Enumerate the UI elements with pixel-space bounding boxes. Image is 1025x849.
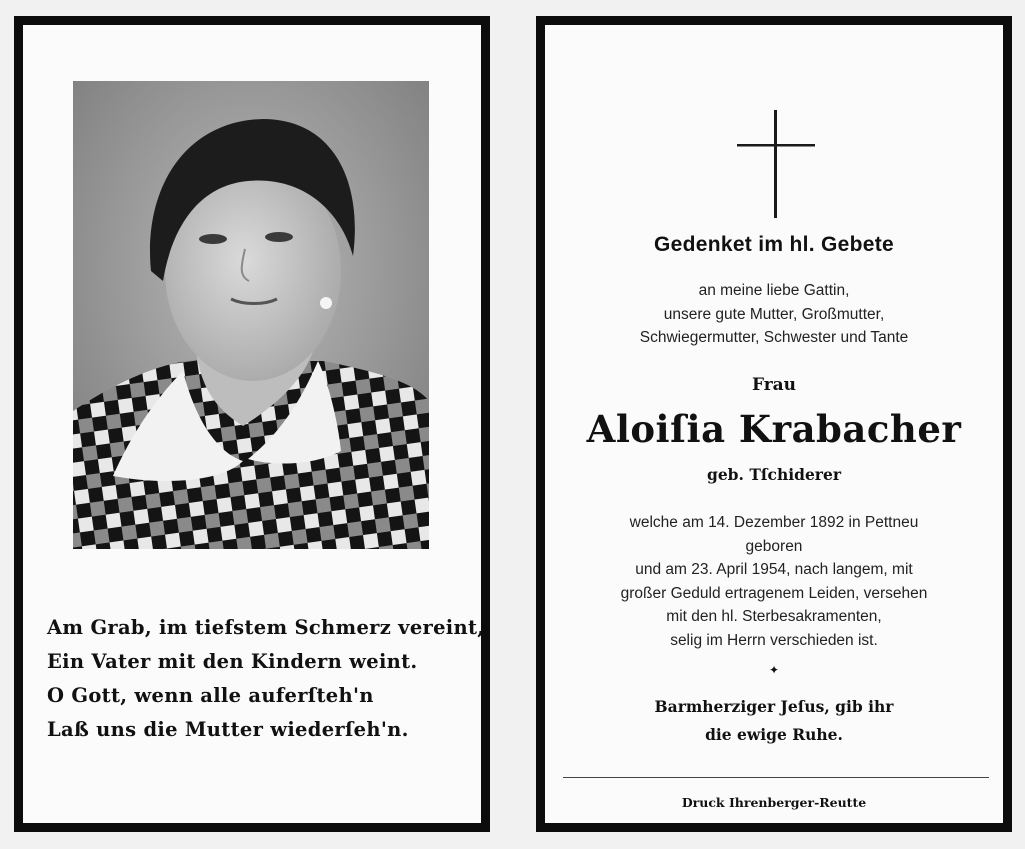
honorific: Frau — [751, 375, 797, 395]
memorial-heading: Gedenket im hl. Gebete — [654, 233, 894, 256]
prayer-line: Barmherziger Jeſus, gib ihr — [654, 697, 894, 716]
ornament-icon: ✦ — [768, 663, 780, 677]
poem-line: Am Grab, im tiefstem Schmerz vereint, — [47, 616, 485, 639]
prayer-line: die ewige Ruhe. — [705, 725, 843, 744]
dedication-line: unsere gute Mutter, Großmutter, — [663, 305, 885, 323]
life-line: und am 23. April 1954, nach langem, mit — [635, 561, 913, 578]
life-line: selig im Herrn verschieden ist. — [670, 631, 878, 649]
deceased-name: Aloiſia Krabacher — [586, 407, 962, 451]
life-dates-text — [545, 511, 1003, 652]
memorial-poem — [47, 611, 487, 747]
poem-line: O Gott, wenn alle auferſteh'n — [47, 684, 374, 707]
poem-line: Laß uns die Mutter wiederſeh'n. — [47, 718, 409, 741]
life-line: mit den hl. Sterbesakramenten, — [666, 608, 882, 625]
cross-icon — [737, 110, 815, 222]
divider — [563, 777, 989, 778]
closing-prayer — [545, 693, 1003, 749]
life-line: großer Geduld ertragenem Leiden, versehen — [620, 584, 928, 602]
dedication-line: an meine liebe Gattin, — [698, 282, 850, 299]
poem-line: Ein Vater mit den Kindern weint. — [47, 650, 418, 673]
portrait-card — [14, 16, 490, 832]
dedication-text — [545, 279, 1003, 350]
birth-name: geb. Tſchiderer — [706, 465, 842, 484]
life-line: geboren — [745, 537, 803, 555]
memorial-text-card — [536, 16, 1012, 832]
portrait-photo — [73, 81, 429, 549]
life-line: welche am 14. Dezember 1892 in Pettneu — [629, 514, 919, 531]
printer-credit: Druck Ihrenberger-Reutte — [681, 795, 867, 810]
dedication-line: Schwiegermutter, Schwester und Tante — [639, 329, 909, 346]
